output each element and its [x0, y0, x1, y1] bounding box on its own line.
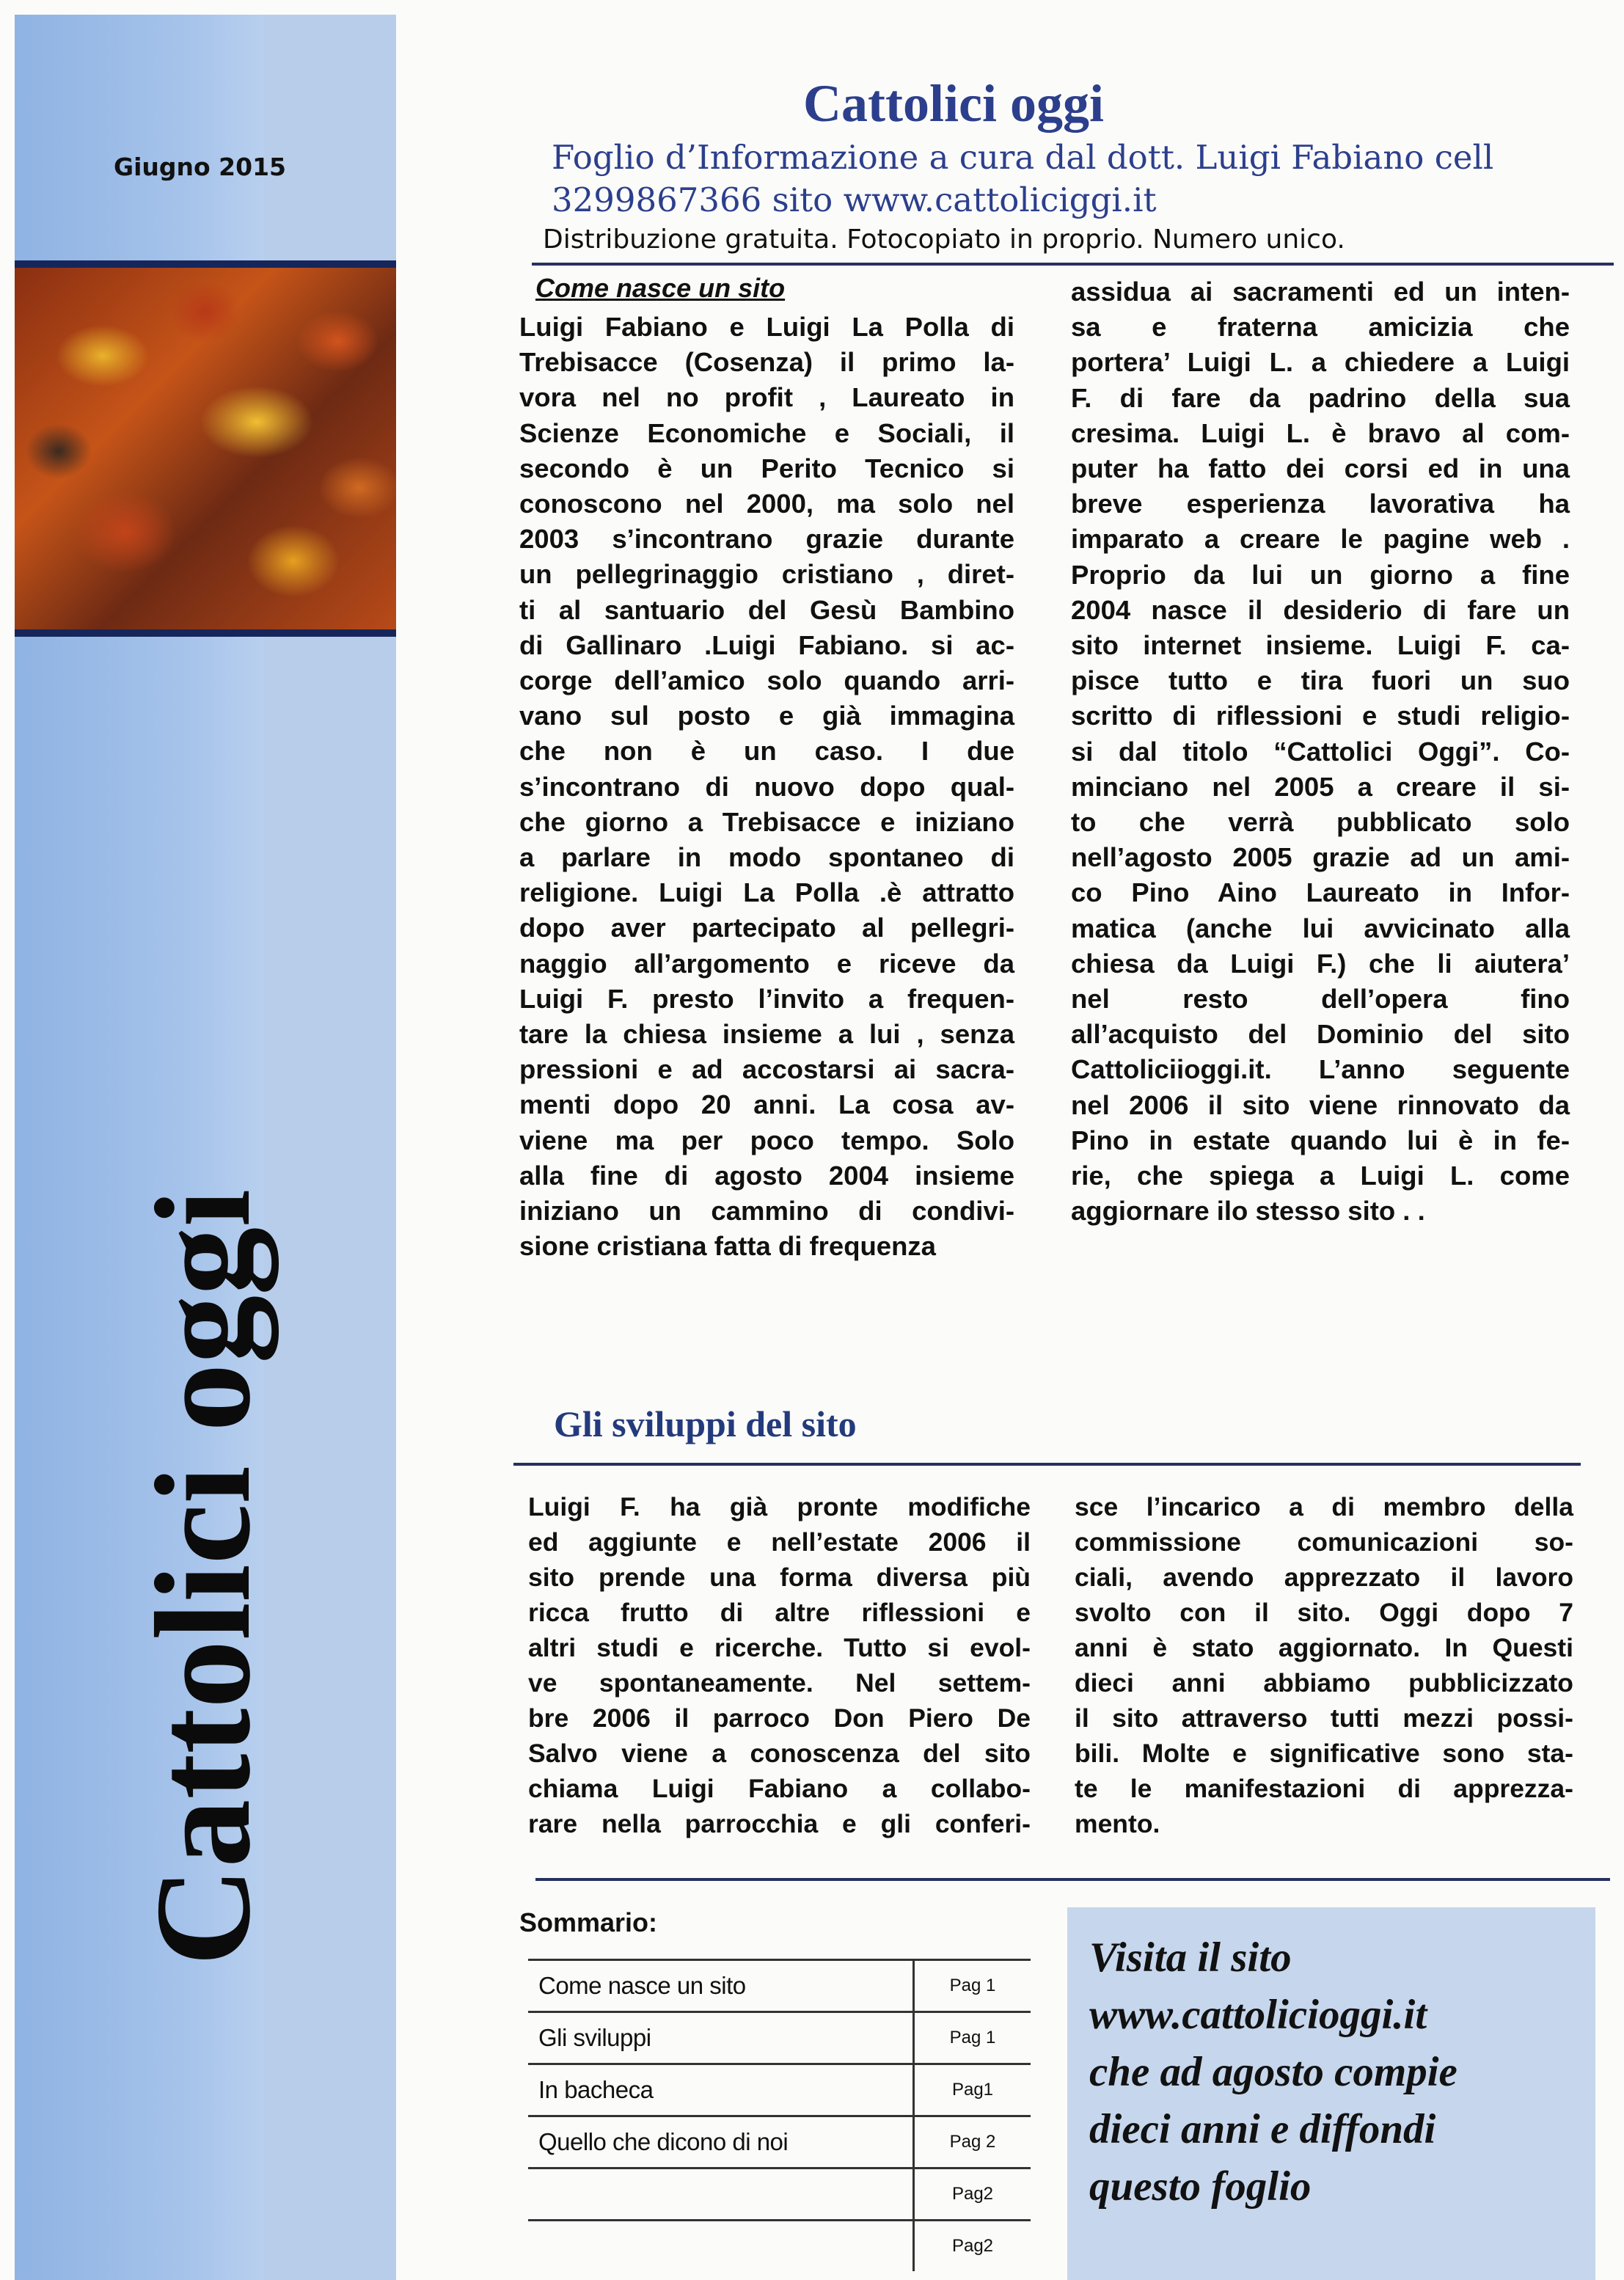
article-text-line: sa e fraterna amicizia che [1071, 312, 1570, 343]
article2-column-2 [1075, 1489, 1573, 1841]
header-rule [532, 263, 1614, 266]
article-text-line: portera’ Luigi L. a chiedere a Luigi [1071, 347, 1570, 378]
article-text-line: bili. Molte e significative sono sta- [1075, 1739, 1573, 1768]
article-text-line: vano sul posto e già immagina [519, 701, 1014, 731]
article-text-line: commissione comunicazioni so- [1075, 1527, 1573, 1557]
article-text-line: si dal titolo “Cattolici Oggi”. Co- [1071, 736, 1570, 767]
article-text-line: menti dopo 20 anni. La cosa av- [519, 1089, 1014, 1120]
sommario-table [528, 1959, 1031, 2271]
sommario-row [528, 1960, 1031, 2012]
sommario-item-label: Quello che dicono di noi [528, 2116, 914, 2168]
article-text-line: cresima. Luigi L. è bravo al com- [1071, 417, 1570, 448]
article-text-line: bre 2006 il parroco Don Piero De [528, 1703, 1031, 1733]
article-text-line: il sito attraverso tutti mezzi possi- [1075, 1703, 1573, 1733]
autumn-leaves-photo [15, 268, 396, 629]
article-text-line: un pellegrinaggio cristiano , diret- [519, 559, 1014, 590]
article-text-line: assidua ai sacramenti ed un inten- [1071, 277, 1570, 307]
sommario-row [528, 2116, 1031, 2168]
article-text-line: all’acquisto del Dominio del sito [1071, 1019, 1570, 1050]
subtitle-line-2: 3299867366 sito www.cattoliciggi.it [552, 180, 1157, 219]
article1-column-1 [519, 310, 1014, 1264]
article-text-line: nel 2006 il sito viene rinnovato da [1071, 1089, 1570, 1120]
article1-heading: Come nasce un sito [535, 273, 786, 303]
article-text-line: Scienze Economiche e Sociali, il [519, 417, 1014, 448]
photo-bottom-divider [15, 629, 396, 637]
article-text-line: 2003 s’incontrano grazie durante [519, 524, 1014, 555]
article-text-line: Cattoliciioggi.it. L’anno seguente [1071, 1054, 1570, 1085]
visit-text [1089, 1929, 1457, 2215]
sommario-row [528, 2168, 1031, 2221]
visit-line: questo foglio [1089, 2163, 1312, 2210]
article-text-line: a parlare in modo spontaneo di [519, 842, 1014, 873]
sommario-item-page: Pag 1 [914, 1960, 1031, 2012]
article-text-line: Luigi F. ha già pronte modifiche [528, 1492, 1031, 1521]
distribution-note: Distribuzione gratuita. Fotocopiato in proprio. Numero unico. [543, 224, 1345, 255]
masthead-title: Cattolici oggi [803, 74, 1104, 133]
sommario-item-label: Gli sviluppi [528, 2012, 914, 2064]
sommario-item-label: In bacheca [528, 2064, 914, 2116]
visit-line: www.cattolicioggi.it [1089, 1992, 1427, 2038]
article1-column-2 [1071, 274, 1570, 1229]
sommario-row [528, 2221, 1031, 2272]
article-text-line: conoscono nel 2000, ma solo nel [519, 489, 1014, 519]
issue-date: Giugno 2015 [114, 153, 287, 181]
article-text-line: ti al santuario del Gesù Bambino [519, 594, 1014, 625]
article2-heading: Gli sviluppi del sito [554, 1403, 857, 1444]
article2-rule [513, 1463, 1581, 1466]
article-text-line: aggiornare ilo stesso sito . . [1071, 1196, 1425, 1227]
article-text-line: di Gallinaro .Luigi Fabiano. si ac- [519, 629, 1014, 660]
article-text-line: F. di fare da padrino della sua [1071, 382, 1570, 413]
article-text-line: ve spontaneamente. Nel settem- [528, 1668, 1031, 1698]
sommario-item-label: Come nasce un sito [528, 1960, 914, 2012]
article-text-line: ricca frutto di altre riflessioni e [528, 1598, 1031, 1627]
article-text-line: religione. Luigi La Polla .è attratto [519, 877, 1014, 908]
article-text-line: naggio all’argomento e riceve da [519, 948, 1014, 979]
sommario-item-page: Pag1 [914, 2064, 1031, 2116]
article-text-line: nel resto dell’opera fino [1071, 984, 1570, 1015]
article-text-line: Luigi Fabiano e Luigi La Polla di [519, 312, 1014, 342]
article-text-line: anni è stato aggiornato. In Questi [1075, 1633, 1573, 1662]
article-text-line: te le manifestazioni di apprezza- [1075, 1774, 1573, 1803]
sommario-item-label [528, 2221, 914, 2272]
article-text-line: viene ma per poco tempo. Solo [519, 1125, 1014, 1155]
article-text-line: Pino in estate quando lui è in fe- [1071, 1125, 1570, 1155]
vertical-title: Cattolici oggi [128, 1189, 279, 1966]
article-text-line: tare la chiesa insieme a lui , senza [519, 1019, 1014, 1050]
article-text-line: rie, che spiega a Luigi L. come [1071, 1161, 1570, 1191]
article-text-line: rare nella parrocchia e gli conferi- [528, 1809, 1031, 1838]
article-text-line: alla fine di agosto 2004 insieme [519, 1160, 1014, 1191]
article-text-line: che giorno a Trebisacce e iniziano [519, 806, 1014, 837]
article-text-line: dieci anni abbiamo pubblicizzato [1075, 1668, 1573, 1698]
article-text-line: nell’agosto 2005 grazie ad un ami- [1071, 842, 1570, 873]
article-text-line: Salvo viene a conoscenza del sito [528, 1739, 1031, 1768]
article-text-line: co Pino Aino Laureato in Infor- [1071, 877, 1570, 908]
article-text-line: altri studi e ricerche. Tutto si evol- [528, 1633, 1031, 1662]
visit-line: che ad agosto compie [1089, 2049, 1457, 2095]
sommario-item-page: Pag2 [914, 2221, 1031, 2272]
article-text-line: 2004 nasce il desiderio di fare un [1071, 594, 1570, 625]
article-text-line: minciano nel 2005 a creare il si- [1071, 771, 1570, 802]
visit-line: Visita il sito [1089, 1934, 1292, 1981]
article-text-line: sito prende una forma diversa più [528, 1563, 1031, 1592]
article-text-line: puter ha fatto dei corsi ed in una [1071, 453, 1570, 484]
sommario-row [528, 2012, 1031, 2064]
article-text-line: pisce tutto e tira fuori un suo [1071, 665, 1570, 696]
article-text-line: mento. [1075, 1809, 1160, 1838]
sommario-rule [535, 1878, 1610, 1881]
sommario-item-page: Pag2 [914, 2168, 1031, 2221]
article-text-line: sce l’incarico a di membro della [1075, 1492, 1573, 1521]
sommario-item-page: Pag 1 [914, 2012, 1031, 2064]
article-text-line: vora nel no profit , Laureato in [519, 382, 1014, 413]
article-text-line: dopo aver partecipato al pellegri- [519, 913, 1014, 943]
article-text-line: breve esperienza lavorativa ha [1071, 489, 1570, 519]
visit-line: dieci anni e diffondi [1089, 2106, 1436, 2152]
article-text-line: ciali, avendo apprezzato il lavoro [1075, 1563, 1573, 1592]
article-text-line: pressioni e ad accostarsi ai sacra- [519, 1054, 1014, 1085]
sommario-title: Sommario: [519, 1907, 658, 1937]
sommario-row [528, 2064, 1031, 2116]
article-text-line: chiama Luigi Fabiano a collabo- [528, 1774, 1031, 1803]
article-text-line: Trebisacce (Cosenza) il primo la- [519, 347, 1014, 378]
article-text-line: sito internet insieme. Luigi F. ca- [1071, 630, 1570, 661]
article-text-line: Luigi F. presto l’invito a frequen- [519, 983, 1014, 1014]
article-text-line: sione cristiana fatta di frequenza [519, 1231, 936, 1262]
article-text-line: corge dell’amico solo quando arri- [519, 665, 1014, 696]
article-text-line: svolto con il sito. Oggi dopo 7 [1075, 1598, 1573, 1627]
article-text-line: matica (anche lui avvicinato alla [1071, 913, 1570, 943]
article-text-line: s’incontrano di nuovo dopo qual- [519, 771, 1014, 802]
article-text-line: iniziano un cammino di condivi- [519, 1196, 1014, 1227]
article2-column-1 [528, 1489, 1031, 1841]
subtitle-line-1: Foglio d’Informazione a cura dal dott. Luigi Fabiano cell [552, 138, 1494, 177]
article-text-line: Proprio da lui un giorno a fine [1071, 559, 1570, 590]
photo-top-divider [15, 260, 396, 268]
sommario-item-page: Pag 2 [914, 2116, 1031, 2168]
article-text-line: scritto di riflessioni e studi religio- [1071, 701, 1570, 731]
article-text-line: che non è un caso. I due [519, 736, 1014, 767]
article-text-line: imparato a creare le pagine web . [1071, 524, 1570, 555]
article-text-line: ed aggiunte e nell’estate 2006 il [528, 1527, 1031, 1557]
article-text-line: to che verrà pubblicato solo [1071, 807, 1570, 838]
article-text-line: secondo è un Perito Tecnico si [519, 453, 1014, 483]
article-text-line: chiesa da Luigi F.) che li aiutera’ [1071, 948, 1570, 979]
sommario-item-label [528, 2168, 914, 2221]
